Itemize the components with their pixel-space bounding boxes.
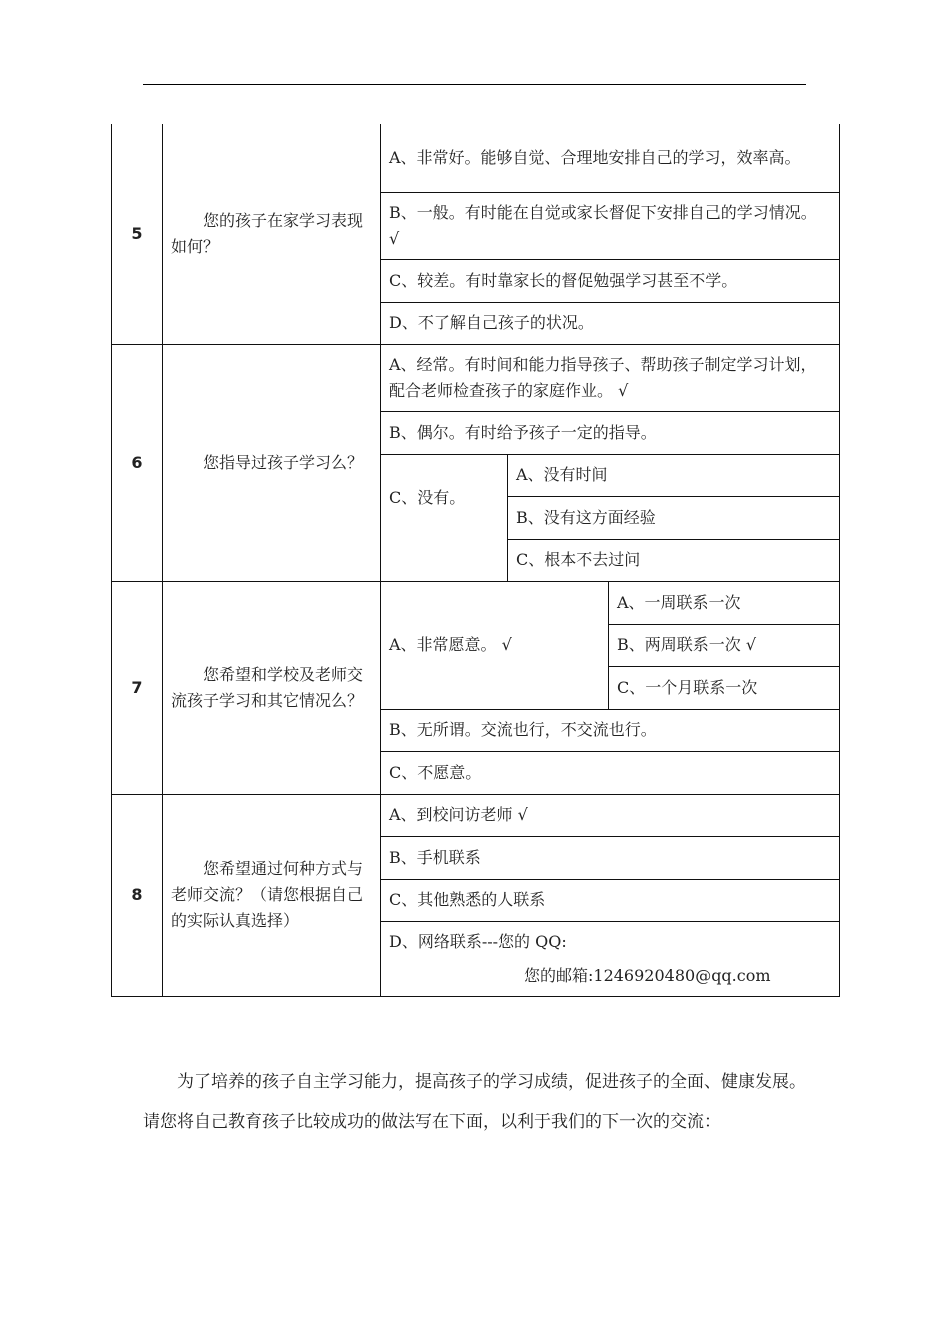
option-c: C、不愿意。 xyxy=(381,751,840,794)
option-b: B、手机联系 xyxy=(381,836,840,879)
question-text: 您希望和学校及老师交流孩子学习和其它情况么？ xyxy=(163,581,381,794)
sub-option-a: A、一周联系一次 xyxy=(609,581,840,624)
sub-option-c: C、根本不去过问 xyxy=(508,539,840,581)
option-c: C、较差。有时靠家长的督促勉强学习甚至不学。 xyxy=(381,259,840,302)
q7-row-a1 xyxy=(112,581,840,624)
sub-option-a: A、没有时间 xyxy=(508,454,840,496)
closing-paragraph-block xyxy=(143,1062,811,1142)
option-a: A、非常好。能够自觉、合理地安排自己的学习，效率高。 xyxy=(381,124,840,192)
option-b: B、无所谓。交流也行，不交流也行。 xyxy=(381,709,840,751)
option-c: C、没有。 xyxy=(381,454,508,581)
closing-paragraph: 为了培养的孩子自主学习能力，提高孩子的学习成绩，促进孩子的全面、健康发展。请您将自己教育孩子比较成功的做法写在下面，以利于我们的下一次的交流： xyxy=(143,1072,806,1132)
sub-option-b: B、没有这方面经验 xyxy=(508,496,840,539)
option-b: B、偶尔。有时给予孩子一定的指导。 xyxy=(381,411,840,454)
header-rule xyxy=(143,84,806,85)
option-d-email-line: 您的邮箱:1246920480@qq.com xyxy=(524,965,771,985)
question-number: 8 xyxy=(112,794,163,996)
question-number: 6 xyxy=(112,344,163,581)
sub-option-c: C、一个月联系一次 xyxy=(609,666,840,709)
q8-row-a xyxy=(112,794,840,836)
option-a: A、非常愿意。 √ xyxy=(381,581,609,709)
option-c: C、其他熟悉的人联系 xyxy=(381,879,840,921)
question-number: 7 xyxy=(112,581,163,794)
option-d-qq-line: D、网络联系---您的 QQ: xyxy=(389,931,567,951)
question-text: 您的孩子在家学习表现如何？ xyxy=(163,124,381,344)
option-a: A、到校问访老师 √ xyxy=(381,794,840,836)
option-a: A、经常。有时间和能力指导孩子、帮助孩子制定学习计划，配合老师检查孩子的家庭作业。 √ xyxy=(381,344,840,411)
question-number: 5 xyxy=(112,124,163,344)
option-d: D、不了解自己孩子的状况。 xyxy=(381,302,840,344)
option-d xyxy=(381,921,840,996)
question-text: 您指导过孩子学习么？ xyxy=(163,344,381,581)
sub-option-b: B、两周联系一次 √ xyxy=(609,624,840,666)
questionnaire-table xyxy=(111,124,840,997)
question-text: 您希望通过何种方式与老师交流？（请您根据自己的实际认真选择） xyxy=(163,794,381,996)
q5-row-a xyxy=(112,124,840,192)
q6-row-a xyxy=(112,344,840,411)
option-b: B、一般。有时能在自觉或家长督促下安排自己的学习情况。 √ xyxy=(381,192,840,259)
